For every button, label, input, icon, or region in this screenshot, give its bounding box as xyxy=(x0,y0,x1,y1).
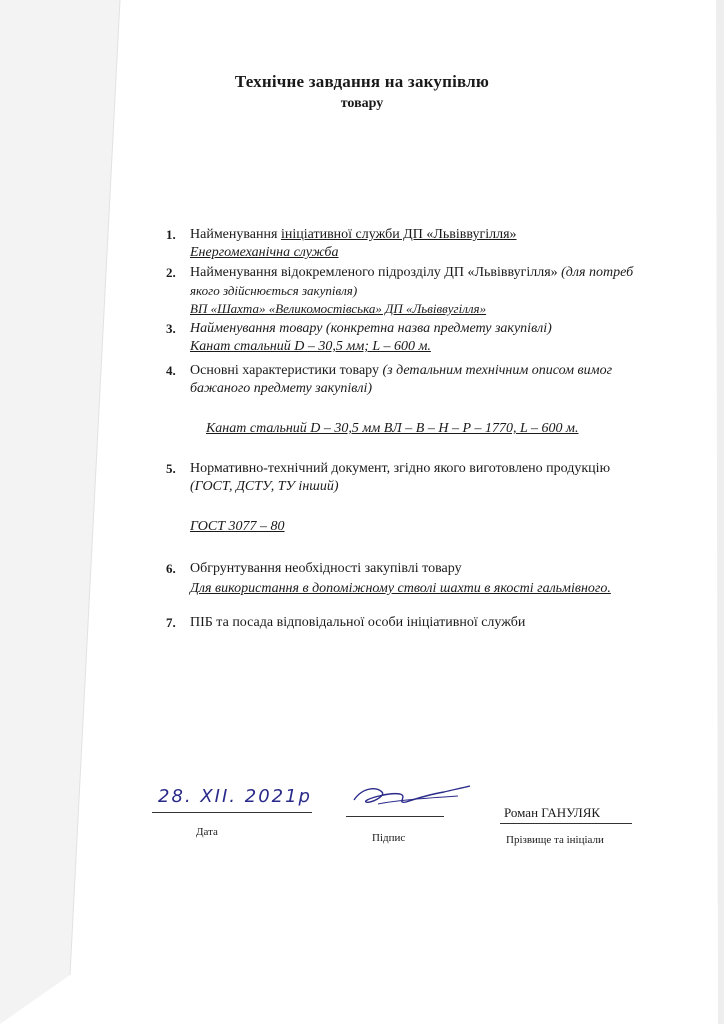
signature-scribble xyxy=(348,780,474,816)
item-3-number: 3. xyxy=(166,321,176,336)
signature-line xyxy=(346,816,444,817)
document-subtitle: товару xyxy=(340,96,384,111)
item-2-value: ВП «Шахта» «Великомостівська» ДП «Львіввугілля» xyxy=(190,301,487,316)
item-2-number: 2. xyxy=(166,265,176,280)
item-4-number: 4. xyxy=(166,363,176,378)
item-1-number: 1. xyxy=(166,227,176,242)
item-5-label: Нормативно-технічний документ, згідно якого виготовлено продукцію xyxy=(190,461,611,476)
item-4-value: Канат стальний D – 30,5 мм ВЛ – В – Н – Р – 1770, L – 600 м. xyxy=(206,421,579,436)
name-line xyxy=(500,823,632,824)
item-1-label-underlined: ініціативної служби ДП «Львіввугілля» xyxy=(280,227,517,242)
date-line xyxy=(152,812,312,813)
item-6-number: 6. xyxy=(166,561,176,576)
signer-name: Роман ГАНУЛЯК xyxy=(504,805,601,820)
date-caption: Дата xyxy=(196,826,218,838)
item-2-label: Найменування відокремленого підрозділу ДП «Львіввугілля» xyxy=(190,265,558,280)
item-6-label: Обгрунтування необхідності закупівлі товару xyxy=(190,561,462,576)
item-5-value: ГОСТ 3077 – 80 xyxy=(190,519,285,534)
item-7-label: ПІБ та посада відповідальної особи ініціативної служби xyxy=(190,615,526,630)
name-caption: Прізвище та ініціали xyxy=(506,834,604,846)
item-3-value: Канат стальний D – 30,5 мм; L – 600 м. xyxy=(190,339,431,354)
item-7-number: 7. xyxy=(166,615,176,630)
item-2-label-line xyxy=(190,264,633,282)
item-1-label xyxy=(190,226,517,244)
item-5-number: 5. xyxy=(166,461,176,476)
item-4-label-line xyxy=(190,362,612,380)
item-4-label: Основні характеристики товару xyxy=(190,363,379,378)
item-4-note-line2: бажаного предмету закупівлі) xyxy=(190,381,373,396)
item-1-label-prefix: Найменування xyxy=(190,227,281,242)
item-2-note-line2: якого здійснюється закупівля) xyxy=(190,283,358,298)
item-1-value: Енергомеханічна служба xyxy=(190,245,339,260)
item-2-note-line1: (для потреб xyxy=(561,265,634,280)
item-6-value: Для використання в допоміжному стволі шахти в якості гальмівного. xyxy=(190,581,611,596)
date-handwritten: 28. XII. 2021р xyxy=(158,786,312,807)
item-4-note-line1: (з детальним технічним описом вимог xyxy=(382,363,613,378)
signature-caption: Підпис xyxy=(372,832,406,844)
item-3-label: Найменування товару (конкретна назва предмету закупівлі) xyxy=(190,321,552,336)
document-title: Технічне завдання на закупівлю xyxy=(234,72,490,91)
item-5-note: (ГОСТ, ДСТУ, ТУ інший) xyxy=(190,479,339,494)
